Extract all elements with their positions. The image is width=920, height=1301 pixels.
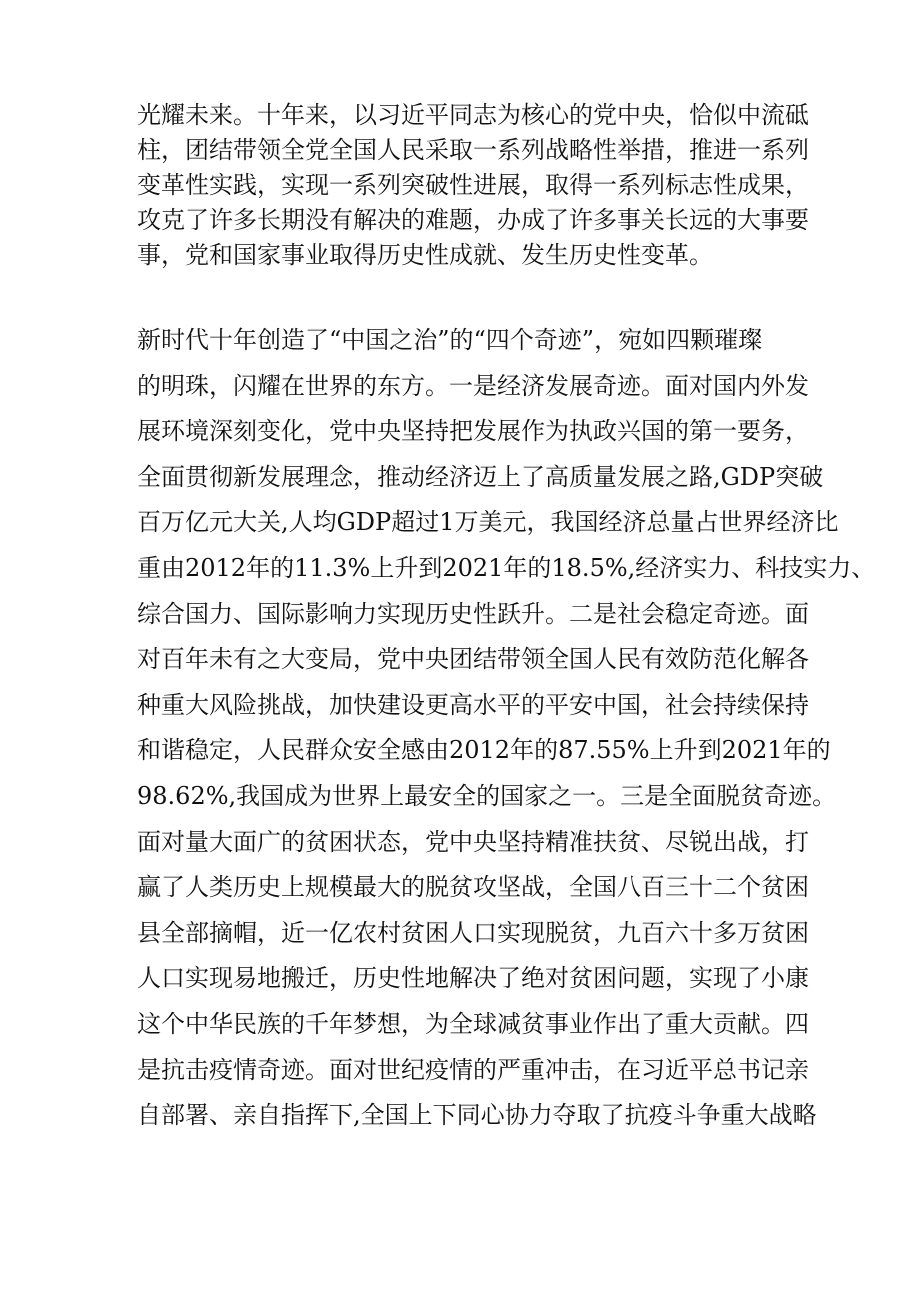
text-line: 事，党和国家事业取得历史性成就、发生历史性变革。 — [137, 241, 713, 269]
text-line: 变革性实践，实现一系列突破性进展，取得一系列标志性成果， — [137, 171, 809, 199]
text-line: 全面贯彻新发展理念，推动经济迈上了高质量发展之路,GDP突破 — [137, 462, 824, 491]
text-line: 百万亿元大关,人均GDP超过1万美元，我国经济总量占世界经济比 — [137, 508, 839, 537]
text-line: 新时代十年创造了“中国之治”的“四个奇迹”，宛如四颗璀璨 — [137, 326, 763, 354]
text-line: 重由2012年的11.3%上升到2021年的18.5%,经济实力、科技实力、 — [137, 553, 876, 582]
text-line: 98.62%,我国成为世界上最安全的国家之一。三是全面脱贫奇迹。 — [137, 781, 837, 810]
text-line: 是抗击疫情奇迹。面对世纪疫情的严重冲击，在习近平总书记亲 — [137, 1055, 809, 1084]
text-line: 人口实现易地搬迁，历史性地解决了绝对贫困问题，实现了小康 — [137, 964, 809, 993]
text-line: 柱，团结带领全党全国人民采取一系列战略性举措，推进一系列 — [137, 136, 809, 164]
text-line: 对百年未有之大变局，党中央团结带领全国人民有效防范化解各 — [137, 645, 809, 674]
text-line: 面对量大面广的贫困状态，党中央坚持精准扶贫、尽锐出战，打 — [137, 827, 809, 856]
text-line: 这个中华民族的千年梦想，为全球减贫事业作出了重大贡献。四 — [137, 1009, 809, 1038]
text-line: 展环境深刻变化，党中央坚持把发展作为执政兴国的第一要务， — [137, 417, 809, 446]
text-line: 光耀未来。十年来，以习近平同志为核心的党中央，恰似中流砥 — [137, 101, 809, 129]
text-line: 综合国力、国际影响力实现历史性跃升。二是社会稳定奇迹。面 — [137, 599, 809, 628]
paragraph-2 — [137, 318, 875, 1139]
text-line: 的明珠，闪耀在世界的东方。一是经济发展奇迹。面对国内外发 — [137, 371, 809, 400]
text-line: 赢了人类历史上规模最大的脱贫攻坚战，全国八百三十二个贫困 — [137, 873, 809, 902]
paragraph-1 — [137, 98, 809, 273]
text-line: 县全部摘帽，近一亿农村贫困人口实现脱贫，九百六十多万贫困 — [137, 918, 809, 947]
text-line: 攻克了许多长期没有解决的难题，办成了许多事关长远的大事要 — [137, 206, 809, 234]
text-line: 和谐稳定，人民群众安全感由2012年的87.55%上升到2021年的 — [137, 736, 831, 765]
text-line: 种重大风险挑战，加快建设更高水平的平安中国，社会持续保持 — [137, 690, 809, 719]
text-line: 自部署、亲自指挥下,全国上下同心协力夺取了抗疫斗争重大战略 — [137, 1101, 817, 1130]
